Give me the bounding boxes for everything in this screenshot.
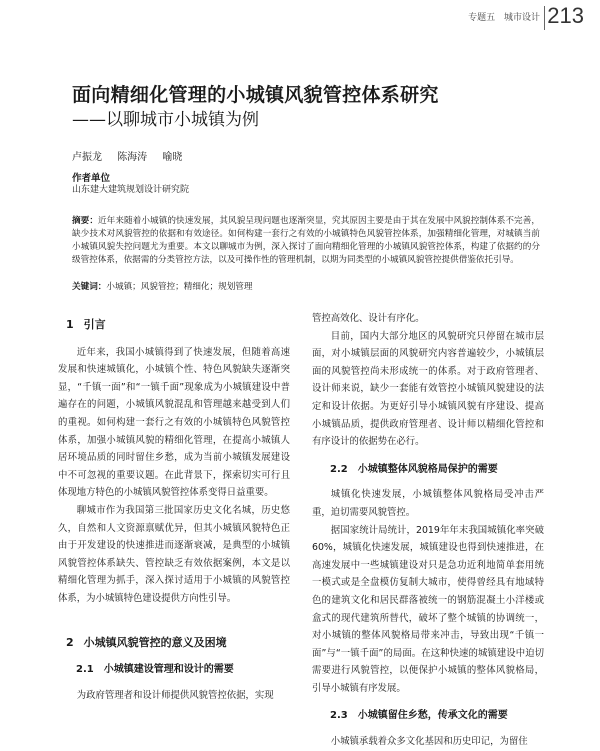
subsection-heading [330,707,544,725]
subsection-number: 2.1 [76,664,94,676]
subsection-number: 2.2 [330,463,348,475]
running-head-chapter: 专题五 [468,13,496,23]
author-name: 喻晓 [162,152,183,163]
body-paragraph: 聊城市作为我国第三批国家历史文化名城，历史悠久，自然和人文资源禀赋优异，但其小城镇风貌特色正由于开发建设的快速推进而逐渐衰减，是典型的小城镇风貌管控体系缺失、管控缺乏有效依据案例，本文是以精细化管理为抓手，深入探讨适用于小城镇的风貌管控体系，为小城镇特色建设提供方向性引导。 [58,504,290,604]
subsection-title: 小城镇留住乡愁，传承文化的需要 [357,710,508,722]
abstract-text: 近年来随着小城镇的快速发展，其风貌呈现问题也逐渐突显，究其原因主要是由于其在发展中风貌控制体系不完善，缺少技术对风貌管控的依据和有效途径。如何构建一套行之有效的小城镇特色风貌管控体系，加强精细化管理，对城镇当前小城镇风貌失控问题尤为重要。本文以聊城市为例，深入探讨了面向精细化管理的小城镇风貌管控体系，构建了依据约的分级管控体系，依据需的分类管控方法，以及可操作性的管理机制，以期为同类型的小城镇风貌管控提供借鉴依托引导。 [72,216,540,265]
section-heading [66,634,290,652]
page-number: 213 [547,3,584,28]
body-paragraph: 城镇化快速发展，小城镇整体风貌格局受冲击严重，迫切需要风貌管控。 [312,489,544,518]
body-paragraph: 小城镇承载着众多文化基因和历史印记，为留住 [330,736,528,748]
running-head-section: 城市设计 [503,13,540,23]
right-column [312,310,544,751]
author-list [72,148,194,163]
paper-title: 面向精细化管理的小城镇风貌管控体系研究 [72,84,439,106]
subsection-heading [330,461,544,479]
abstract-label: 摘要： [72,216,99,226]
subsection-title: 小城镇建设管理和设计的需要 [103,664,234,676]
section-number: 1 [66,318,74,331]
body-paragraph: 目前，国内大部分地区的风貌研究只停留在城市层面，对小城镇层面的风貌研究内容普遍较少，小城镇层面的风貌管控尚未形成统一的体系。对于政府管理者、设计师来说，缺少一套能有效管控小城镇风貌建设的法定和设计依据。为更好引导小城镇风貌有序建设、提高小城镇品质，提供政府管理者、设计师以精细化管控和有序设计的依据势在必行。 [312,330,544,448]
author-name: 卢振龙 [72,152,102,163]
subsection-title: 小城镇整体风貌格局保护的需要 [357,463,498,475]
section-title: 小城镇风貌管控的意义及困境 [83,635,227,649]
body-paragraph: 为政府管理者和设计师提供风貌管控依据，实现 [76,689,274,701]
body-paragraph: 据国家统计局统计，2019年年末我国城镇化率突破60%，城镇化快速发展，城镇建设也得到快速推进，在高速发展中一些城镇建设对只是急功近利地简单套用统一模式或是全盘模仿复制大城市，使得曾经具有地域特色的建筑文化和居民群落被统一的钢筋混凝土小洋楼或盒式的现代建筑所替代，破坏了整个城镇的协调统一，对小城镇的整体风貌格局带来冲击，导致出现“千镇一面”与“一镇千面”的局面。在这种快速的城镇建设中迫切需要进行风貌管控，以便保护小城镇的整体风貌格局，引导小城镇有序发展。 [312,524,544,694]
running-head [462,10,540,23]
keywords [72,280,540,292]
author-name: 陈海涛 [117,152,148,163]
paper-subtitle: ——以聊城市小城镇为例 [72,110,259,130]
section-gap [58,608,290,628]
section-number: 2 [66,635,74,649]
body-paragraph: 管控高效化、设计有序化。 [312,313,425,324]
section-heading [66,316,290,334]
keywords-label: 关键词： [72,282,107,292]
subsection-number: 2.3 [330,710,348,722]
section-title: 引言 [83,318,106,331]
keywords-text: 小城镇；风貌管控；精细化；规划管理 [106,282,253,292]
body-paragraph: 近年来，我国小城镇得到了快速发展，但随着高速发展和快速城镇化，小城镇个性、特色风貌缺失逐渐突显，“千镇一面”和“一镇千面”现象成为小城镇建设中普遍存在的问题，小城镇风貌混乱和管理越来越受到人们的重视。如何构建一套行之有效的小城镇特色风貌管控体系，加强小城镇风貌的精细化管理，在提高小城镇人居环境品质的同时留住乡愁，成为当前小城镇发展建设中不可忽视的重要议题。在此背景下，探索切实可行且体现地方特色的小城镇风貌管控体系变得日益重要。 [58,346,290,499]
running-head-divider [544,6,545,30]
affiliation-label: 作者单位 [72,173,111,184]
abstract [72,215,540,267]
left-column [58,310,290,704]
subsection-heading [76,661,290,679]
affiliation-text: 山东建大建筑规划设计研究院 [72,185,190,195]
